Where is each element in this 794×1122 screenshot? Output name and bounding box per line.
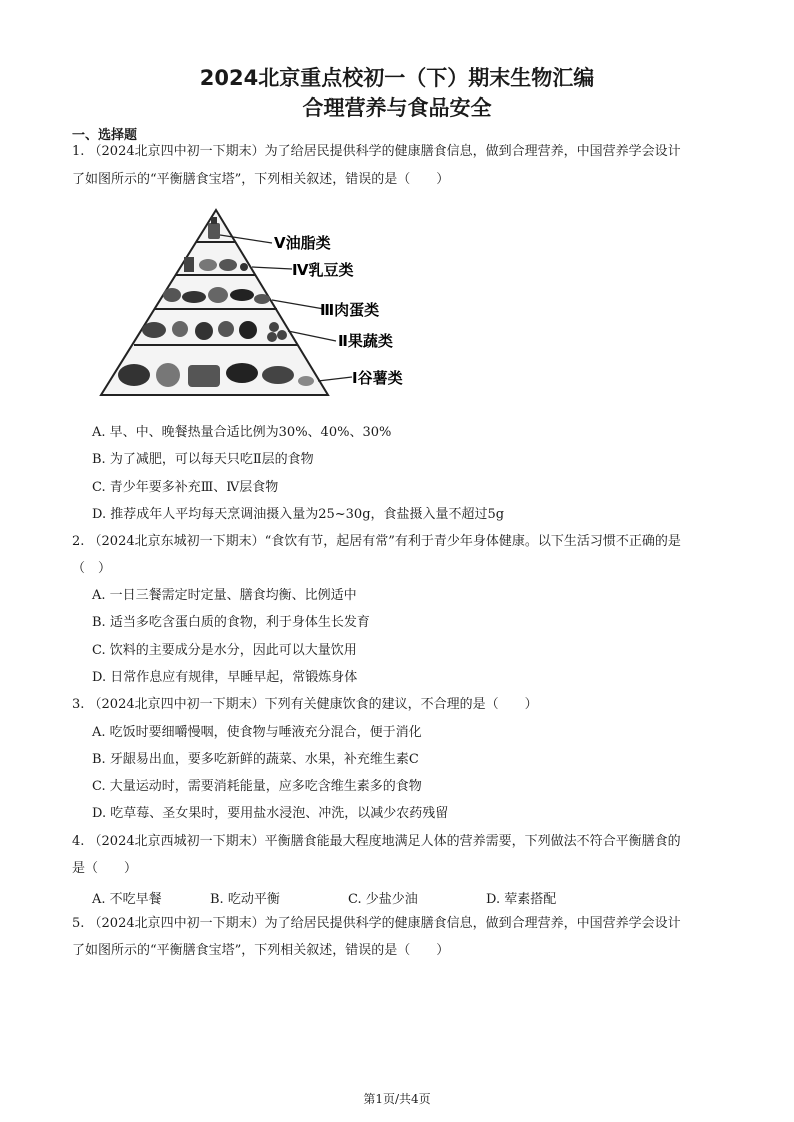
- question-2-text: 2. （2024北京东城初一下期末）“食饮有节，起居有常”有利于青少年身体健康。以下生活习惯不正确的是: [72, 534, 681, 549]
- q3-option-c: C. 大量运动时，需要消耗能量，应多吃含维生素多的食物: [92, 779, 422, 794]
- label-level-5: Ⅴ油脂类: [274, 234, 331, 252]
- question-5-text: 5. （2024北京四中初一下期末）为了给居民提供科学的健康膳食信息，做到合理营养，中国营养学会设计: [72, 916, 681, 931]
- label-level-2: Ⅱ果蔬类: [338, 332, 393, 350]
- label-pointer: [272, 300, 324, 309]
- question-5-text-cont: 了如图所示的“平衡膳食宝塔”，下列相关叙述，错误的是（ ）: [72, 943, 450, 958]
- label-level-4: Ⅳ乳豆类: [292, 261, 354, 279]
- q2-option-b: B. 适当多吃含蛋白质的食物，利于身体生长发育: [92, 615, 370, 630]
- label-level-3: Ⅲ肉蛋类: [320, 301, 380, 319]
- q1-option-a: A. 早、中、晚餐热量合适比例为30%、40%、30%: [92, 425, 392, 440]
- label-level-1: Ⅰ谷薯类: [352, 369, 403, 387]
- q1-option-c: C. 青少年要多补充Ⅲ、Ⅳ层食物: [92, 480, 279, 495]
- q4-option-b: B. 吃动平衡: [210, 892, 280, 907]
- q3-option-a: A. 吃饭时要细嚼慢咽，使食物与唾液充分混合，便于消化: [92, 725, 422, 740]
- label-pointer: [252, 267, 292, 269]
- question-3-text: 3. （2024北京四中初一下期末）下列有关健康饮食的建议，不合理的是（ ）: [72, 697, 538, 712]
- page-footer: 第1页/共4页: [363, 1092, 431, 1106]
- q2-option-a: A. 一日三餐需定时定量、膳食均衡、比例适中: [92, 588, 357, 603]
- q2-option-d: D. 日常作息应有规律，早睡早起，常锻炼身体: [92, 670, 358, 685]
- label-pointer: [318, 377, 352, 381]
- question-2-text-cont: （ ）: [72, 561, 112, 576]
- q3-option-b: B. 牙龈易出血，要多吃新鲜的蔬菜、水果，补充维生素C: [92, 752, 419, 767]
- question-4-text-cont: 是（ ）: [72, 861, 138, 876]
- q4-option-c: C. 少盐少油: [348, 892, 418, 907]
- section-heading: 一、选择题: [72, 128, 138, 143]
- q2-option-c: C. 饮料的主要成分是水分，因此可以大量饮用: [92, 643, 357, 658]
- page-title-line-2: 合理营养与食品安全: [302, 96, 492, 120]
- food-pyramid-figure: [96, 205, 416, 400]
- page-title-line-1: 2024北京重点校初一（下）期末生物汇编: [199, 66, 595, 90]
- q1-option-b: B. 为了减肥，可以每天只吃Ⅱ层的食物: [92, 452, 314, 467]
- question-4-text: 4. （2024北京西城初一下期末）平衡膳食能最大程度地满足人体的营养需要，下列做法不符合平衡膳食的: [72, 834, 681, 849]
- q4-option-a: A. 不吃早餐: [92, 892, 162, 907]
- q4-option-d: D. 荤素搭配: [486, 892, 557, 907]
- q1-option-d: D. 推荐成年人平均每天烹调油摄入量为25~30g，食盐摄入量不超过5g: [92, 507, 505, 522]
- q3-option-d: D. 吃草莓、圣女果时，要用盐水浸泡、冲洗，以减少农药残留: [92, 806, 449, 821]
- question-1-text: 1. （2024北京四中初一下期末）为了给居民提供科学的健康膳食信息，做到合理营养，中国营养学会设计: [72, 144, 681, 159]
- question-1-text-cont: 了如图所示的“平衡膳食宝塔”，下列相关叙述，错误的是（ ）: [72, 172, 450, 187]
